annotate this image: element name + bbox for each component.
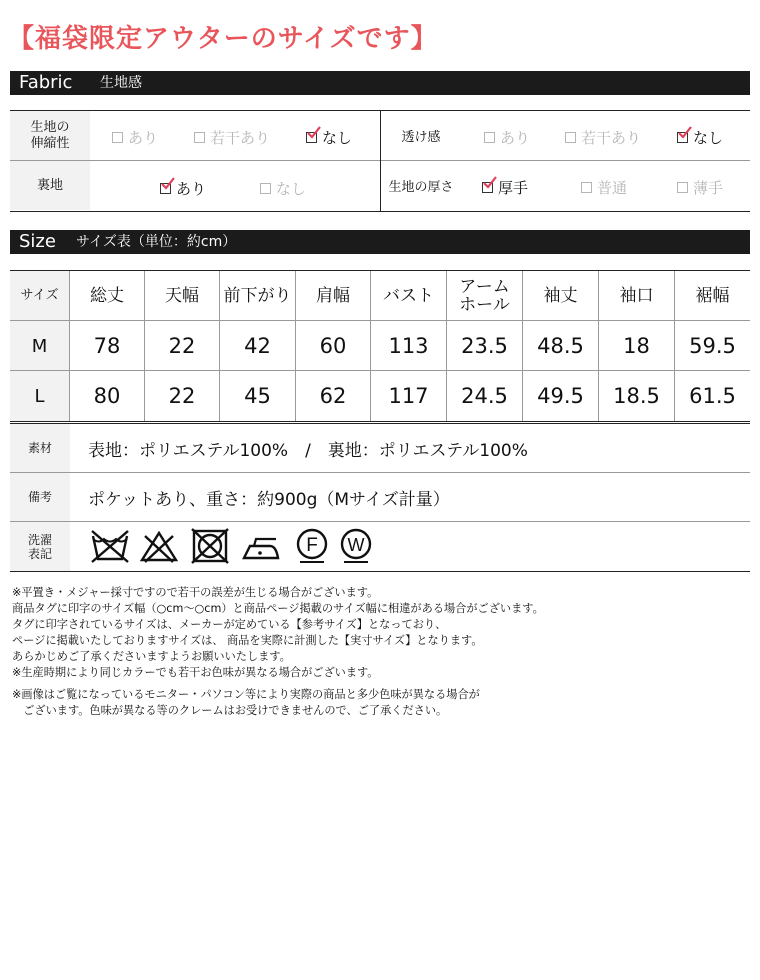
- header-front-drop: 前下がり: [220, 271, 296, 321]
- page-title: 【福袋限定アウターのサイズです】: [8, 24, 438, 54]
- header-armhole: アーム ホール: [447, 271, 523, 321]
- low-iron-icon: [240, 528, 282, 564]
- table-cell: 23.5: [447, 321, 523, 371]
- thickness-option-thin: 薄手: [677, 177, 723, 198]
- transparency-option-slight: 若干あり: [565, 127, 641, 148]
- note-line: ※平置き・メジャー採寸ですので若干の誤差が生じる場合がございます。: [12, 586, 379, 599]
- checkbox-empty-icon: [484, 132, 495, 143]
- wet-clean-w-icon: [338, 528, 374, 564]
- fabric-bar-title: Fabric: [19, 72, 73, 93]
- note-line: ※生産時期により同じカラーでも若干お色味が異なる場合がございます。: [12, 666, 379, 679]
- table-cell: 45: [220, 371, 296, 421]
- size-name: L: [10, 371, 70, 421]
- header-cuff: 袖口: [599, 271, 675, 321]
- table-cell: 22: [145, 321, 220, 371]
- table-cell: 24.5: [447, 371, 523, 421]
- care-label: 洗濯 表記: [10, 522, 70, 571]
- stretch-label: 生地の 伸縮性: [10, 111, 90, 160]
- remarks-value: ポケットあり、重さ：約900g（Mサイズ計量）: [88, 489, 450, 510]
- table-cell: 78: [70, 321, 145, 371]
- note-line: ございます。色味が異なる等のクレームはお受けできませんので、ご了承ください。: [12, 704, 448, 717]
- stretch-option-yes: あり: [112, 127, 158, 148]
- checkbox-checked-icon: [306, 132, 317, 143]
- size-table-header: [10, 271, 750, 321]
- checkbox-empty-icon: [581, 182, 592, 193]
- checkbox-empty-icon: [677, 182, 688, 193]
- note-line: ページに掲載いたしておりますサイズは、 商品を実際に計測した【実寸サイズ】となります。: [12, 634, 483, 647]
- fabric-table: [10, 110, 750, 212]
- checkbox-empty-icon: [260, 183, 271, 194]
- table-cell: 18: [599, 321, 675, 371]
- table-cell: 49.5: [523, 371, 599, 421]
- svg-text:F: F: [306, 535, 318, 556]
- thickness-option-normal: 普通: [581, 177, 627, 198]
- transparency-option-yes: あり: [484, 127, 530, 148]
- table-row: [10, 371, 750, 421]
- table-row: [10, 321, 750, 371]
- table-cell: 60: [296, 321, 371, 371]
- disclaimer-notes: [12, 585, 544, 719]
- table-cell: 62: [296, 371, 371, 421]
- header-sleeve-length: 袖丈: [523, 271, 599, 321]
- checkbox-checked-icon: [482, 182, 493, 193]
- header-neck-width: 天幅: [145, 271, 220, 321]
- size-bar-title: Size: [19, 231, 56, 252]
- no-tumble-dry-icon: [190, 528, 230, 564]
- stretch-option-none: なし: [306, 127, 352, 148]
- thickness-label: 生地の厚さ: [388, 180, 454, 195]
- checkbox-empty-icon: [194, 132, 205, 143]
- table-cell: 48.5: [523, 321, 599, 371]
- transparency-option-none: なし: [677, 127, 723, 148]
- checkbox-checked-icon: [160, 183, 171, 194]
- note-line: タグに印字されているサイズは、メーカーが定めている【参考サイズ】となっており、: [12, 618, 447, 631]
- svg-text:W: W: [347, 535, 365, 555]
- header-shoulder: 肩幅: [296, 271, 371, 321]
- table-cell: 61.5: [689, 384, 736, 408]
- stretch-option-slight: 若干あり: [194, 127, 270, 148]
- lining-option-yes: あり: [160, 178, 206, 199]
- info-table: [10, 423, 750, 572]
- size-table: [10, 270, 750, 422]
- dry-clean-f-icon: [294, 528, 330, 564]
- table-cell: 113: [371, 321, 447, 371]
- size-bar-subtitle: サイズ表（単位：約cm）: [76, 234, 237, 250]
- material-value: 表地：ポリエステル100% / 裏地：ポリエステル100%: [88, 440, 528, 461]
- note-line: ※画像はご覧になっているモニター・パソコン等により実際の商品と多少色味が異なる場合が: [12, 688, 480, 701]
- checkbox-empty-icon: [565, 132, 576, 143]
- transparency-label: 透け感: [401, 130, 441, 145]
- thickness-option-thick: 厚手: [482, 177, 528, 198]
- remarks-row: [10, 473, 750, 521]
- no-bleach-icon: [139, 528, 179, 564]
- table-cell: 42: [220, 321, 296, 371]
- table-cell: 117: [371, 371, 447, 421]
- header-hem-width: 裾幅: [695, 286, 730, 306]
- header-length: 総丈: [70, 271, 145, 321]
- fabric-bar-subtitle: 生地感: [100, 75, 142, 91]
- remarks-label: 備考: [10, 473, 70, 521]
- note-line: 商品タグに印字のサイズ幅（○cm〜○cm）と商品ページ掲載のサイズ幅に相違がある場合がございます。: [12, 602, 544, 615]
- fabric-section-bar: [10, 71, 750, 95]
- checkbox-empty-icon: [112, 132, 123, 143]
- size-name: M: [10, 321, 70, 371]
- no-wash-icon: [90, 528, 130, 564]
- table-cell: 59.5: [689, 334, 736, 358]
- table-cell: 18.5: [599, 371, 675, 421]
- header-bust: バスト: [371, 271, 447, 321]
- care-row: [10, 522, 750, 571]
- material-row: [10, 424, 750, 472]
- size-section-bar: [10, 230, 750, 254]
- checkbox-checked-icon: [677, 132, 688, 143]
- header-size: サイズ: [10, 271, 70, 321]
- note-line: あらかじめご了承くださいますようお願いいたします。: [12, 650, 291, 663]
- lining-option-none: なし: [260, 178, 306, 199]
- table-cell: 80: [70, 371, 145, 421]
- material-label: 素材: [10, 424, 70, 472]
- lining-label: 裏地: [10, 161, 90, 210]
- table-cell: 22: [145, 371, 220, 421]
